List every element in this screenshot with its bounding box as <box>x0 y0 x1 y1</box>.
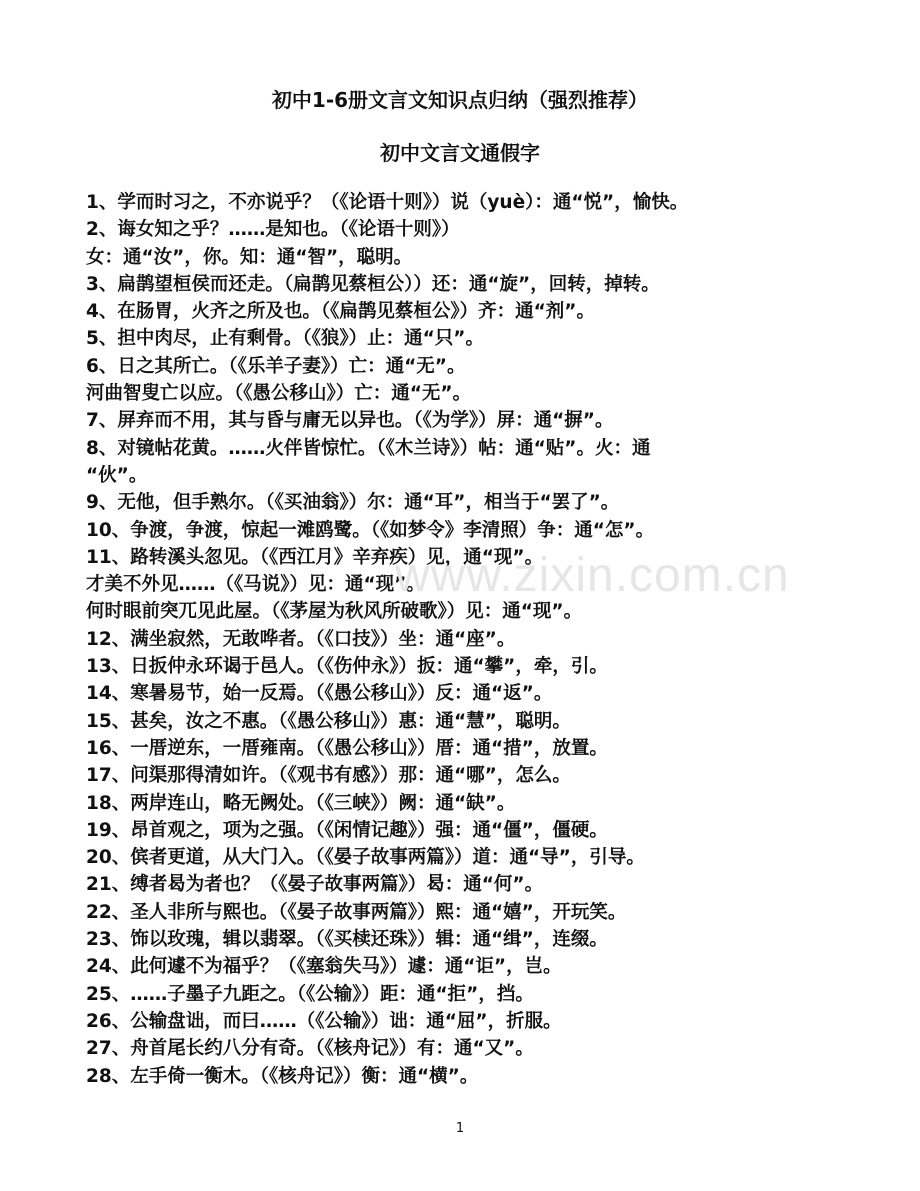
text-line: 9、无他，但手熟尔。（《买油翁》）尔：通“耳”，相当于“罢了”。 <box>86 492 620 514</box>
text-line: 6、日之其所亡。（《乐羊子妻》）亡：通“无”。 <box>86 355 466 377</box>
text-line: 3、扁鹊望桓侯而还走。（扁鹊见蔡桓公））还：通“旋”，回转，掉转。 <box>86 273 660 295</box>
text-line: 13、日扳仲永环谒于邑人。（《伤仲永》）扳：通“攀”，牵，引。 <box>86 656 608 678</box>
text-line: 11、路转溪头忽见。（《西江月》辛弃疾）见，通“现”。 <box>86 546 544 568</box>
text-line: 19、昂首观之，项为之强。（《闲情记趣》）强：通“僵”，僵硬。 <box>86 819 608 841</box>
text-line: 女：通“汝”，你。知：通“智”，聪明。 <box>86 246 413 268</box>
text-line: 23、饰以玫瑰，辑以翡翠。（《买椟还珠》）辑：通“缉”，连缀。 <box>86 929 608 951</box>
text-line: 12、满坐寂然，无敢哗者。（《口技》）坐：通“座”。 <box>86 628 516 650</box>
text-line: 5、担中肉尽，止有剩骨。（《狼》）止：通“只”。 <box>86 328 484 350</box>
page-number: 1 <box>455 1121 465 1136</box>
text-line: 28、左手倚一衡木。（《核舟记》）衡：通“横”。 <box>86 1065 479 1087</box>
text-line: 才美不外见……（《马说》）见：通“现”。 <box>86 574 425 596</box>
text-line: 24、此何遽不为福乎？（《塞翁失马》）遽：通“讵”，岂。 <box>86 956 562 978</box>
text-line: 20、傧者更道，从大门入。（《晏子故事两篇》）道：通“导”，引导。 <box>86 847 645 869</box>
section-heading: 初中文言文通假字 <box>380 141 540 165</box>
text-line: 25、……子墨子九距之。（《公输》）距：通“拒”，挡。 <box>86 983 534 1005</box>
text-line: 26、公输盘诎，而曰……（《公输》）诎：通“屈”，折服。 <box>86 1010 562 1032</box>
watermark: www.zixin.com.cn <box>395 549 790 602</box>
text-line: 何时眼前突兀见此屋。（《茅屋为秋风所破歌》）见：通“现”。 <box>86 601 583 623</box>
text-line: 4、在肠胃，火齐之所及也。（《扁鹊见蔡桓公》）齐：通“剂”。 <box>86 301 595 323</box>
text-line: 27、舟首尾长约八分有奇。（《核舟记》）有：通“又”。 <box>86 1038 534 1060</box>
text-line: 16、一厝逆东，一厝雍南。（《愚公移山》）厝：通“措”，放置。 <box>86 737 608 759</box>
text-line: 15、甚矣，汝之不惠。（《愚公移山》）惠：通“慧”，聪明。 <box>86 710 571 732</box>
text-line: 1、学而时习之，不亦说乎？（《论语十则》）说（yuè）：通“悦”，愉快。 <box>86 192 689 213</box>
text-line: 河曲智叟亡以应。（《愚公移山》）亡：通“无”。 <box>86 383 472 405</box>
text-line: 8、对镜帖花黄。……火伴皆惊忙。（《木兰诗》）帖：通“贴”。火：通 <box>86 437 651 459</box>
text-line: 10、争渡，争渡，惊起一滩鸥鹭。（《如梦令》李清照）争：通“怎”。 <box>86 519 655 541</box>
text-line: 18、两岸连山，略无阙处。（《三峡》）阙：通“缺”。 <box>86 792 516 814</box>
text-line: 22、圣人非所与熙也。（《晏子故事两篇》）熙：通“嬉”，开玩笑。 <box>86 901 627 923</box>
text-line: 7、屏弃而不用，其与昏与庸无以异也。（《为学》）屏：通“摒”。 <box>86 410 614 432</box>
document-title: 初中1-6册文言文知识点归纳（强烈推荐） <box>271 88 649 112</box>
text-line: “伙”。 <box>86 464 148 486</box>
text-body <box>86 189 846 1090</box>
text-line: 2、诲女知之乎？……是知也。（《论语十则》） <box>86 219 460 241</box>
text-line: 17、问渠那得清如许。（《观书有感》）那：通“哪”，怎么。 <box>86 765 571 787</box>
text-line: 21、缚者曷为者也？（《晏子故事两篇》）曷：通“何”。 <box>86 874 544 896</box>
text-line: 14、寒暑易节，始一反焉。（《愚公移山》）反：通“返”。 <box>86 683 553 705</box>
